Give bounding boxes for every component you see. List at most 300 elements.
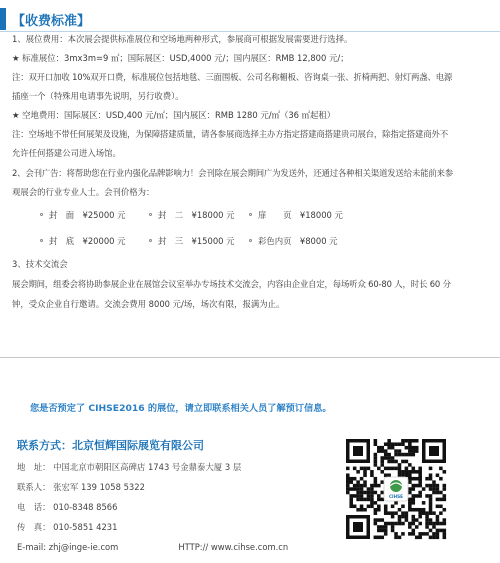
qr-module — [405, 467, 409, 471]
circle-bullet-icon — [40, 213, 43, 216]
qr-module — [415, 449, 419, 453]
qr-module — [367, 467, 371, 471]
qr-module — [384, 522, 388, 526]
qr-module — [384, 511, 388, 515]
qr-module — [429, 522, 433, 526]
qr-module — [394, 467, 398, 471]
qr-module — [391, 446, 395, 450]
qr-module — [374, 484, 378, 488]
qr-module — [408, 449, 412, 453]
qr-module — [360, 467, 364, 471]
qr-module — [422, 511, 426, 515]
qr-module — [349, 477, 353, 481]
qr-module — [346, 473, 350, 477]
qr-module — [374, 501, 378, 505]
qr-module — [432, 491, 436, 495]
qr-module — [374, 453, 378, 457]
qr-module — [374, 480, 378, 484]
qr-module — [412, 487, 416, 491]
qr-module — [429, 467, 433, 471]
qr-module — [374, 536, 378, 540]
qr-module — [380, 456, 384, 460]
qr-module — [443, 518, 447, 522]
qr-module — [391, 522, 395, 526]
qr-module — [408, 477, 412, 481]
website-link[interactable]: www.cihse.com.cn — [210, 542, 289, 552]
qr-module — [415, 470, 419, 474]
qr-module — [384, 508, 388, 512]
qr-module — [387, 460, 391, 464]
qr-module — [436, 522, 440, 526]
qr-module — [387, 446, 391, 450]
qr-module — [429, 473, 433, 477]
qr-module — [425, 494, 429, 498]
qr-module — [346, 480, 350, 484]
qr-module — [377, 505, 381, 509]
qr-module — [377, 536, 381, 540]
contact-address: 地 址： 中国北京市朝阳区高碑店 1743 号金鼎泰大厦 3 层 — [17, 462, 242, 472]
qr-module — [374, 463, 378, 467]
qr-module — [408, 446, 412, 450]
qr-module — [408, 501, 412, 505]
email-link[interactable]: zhj@inge-ie.com — [48, 542, 119, 552]
contact-person: 联系人： 张宏军 139 1058 5322 — [17, 482, 145, 492]
qr-module — [353, 467, 357, 471]
qr-module — [398, 467, 402, 471]
qr-module — [380, 480, 384, 484]
qr-module — [380, 460, 384, 464]
fee-paragraph: ★ 标准展位：3mx3m=9 ㎡；国际展区：USD,4000 元/；国内展区：RMB 12,800 元/； — [12, 53, 349, 63]
qr-module — [436, 498, 440, 502]
qr-module — [425, 518, 429, 522]
qr-module — [439, 505, 443, 509]
qr-module — [401, 460, 405, 464]
qr-module — [436, 515, 440, 519]
qr-module — [408, 442, 412, 446]
qr-module — [370, 494, 374, 498]
qr-module — [374, 456, 378, 460]
qr-module — [384, 442, 388, 446]
qr-module — [415, 446, 419, 450]
qr-module — [408, 480, 412, 484]
qr-module — [384, 473, 388, 477]
qr-module — [370, 484, 374, 488]
qr-module — [432, 480, 436, 484]
qr-module — [412, 484, 416, 488]
section-header — [0, 8, 500, 30]
qr-module — [384, 529, 388, 533]
qr-module — [349, 505, 353, 509]
qr-module — [429, 511, 433, 515]
qr-module — [418, 491, 422, 495]
contact-phone: 电 话： 010-8348 8566 — [17, 502, 118, 512]
qr-module — [405, 439, 409, 443]
qr-module — [429, 477, 433, 481]
qr-module — [387, 522, 391, 526]
price-item: 彩色内页 ¥8000 元 — [249, 235, 338, 247]
qr-module — [439, 491, 443, 495]
qr-module — [353, 494, 357, 498]
qr-module — [384, 453, 388, 457]
qr-module — [387, 442, 391, 446]
qr-module — [353, 487, 357, 491]
qr-module — [380, 446, 384, 450]
fee-paragraph: 1、展位费用：本次展会提供标准展位和空场地两种形式，参展商可根据发展需要进行选择。 — [12, 34, 353, 44]
qr-module — [412, 508, 416, 512]
qr-module — [380, 491, 384, 495]
qr-module — [412, 446, 416, 450]
svg-text:CIHSE: CIHSE — [388, 494, 404, 499]
qr-module — [443, 522, 447, 526]
qr-module — [425, 522, 429, 526]
qr-module — [436, 487, 440, 491]
qr-module — [356, 508, 360, 512]
qr-module — [377, 508, 381, 512]
qr-module — [398, 449, 402, 453]
qr-module — [443, 487, 447, 491]
qr-module — [360, 477, 364, 481]
qr-module — [429, 484, 433, 488]
qr-module — [432, 532, 436, 536]
qr-module — [418, 508, 422, 512]
qr-module — [353, 477, 357, 481]
qr-module — [412, 439, 416, 443]
qr-module — [398, 508, 402, 512]
qr-finder-pattern — [422, 439, 446, 463]
qr-module — [377, 529, 381, 533]
qr-module — [436, 536, 440, 540]
qr-module — [398, 518, 402, 522]
qr-module — [429, 529, 433, 533]
qr-module — [380, 536, 384, 540]
qr-module — [398, 473, 402, 477]
qr-module — [412, 477, 416, 481]
qr-module — [377, 494, 381, 498]
qr-module — [387, 456, 391, 460]
qr-module — [374, 522, 378, 526]
qr-center-logo — [384, 477, 408, 501]
qr-module — [356, 491, 360, 495]
qr-module — [398, 522, 402, 526]
qr-module — [391, 511, 395, 515]
qr-module — [384, 456, 388, 460]
price-item: 封 面 ¥25000 元 — [40, 209, 126, 221]
qr-module — [405, 515, 409, 519]
qr-module — [356, 498, 360, 502]
qr-module — [425, 484, 429, 488]
qr-module — [405, 446, 409, 450]
qr-module — [401, 511, 405, 515]
qr-module — [349, 487, 353, 491]
qr-code — [344, 437, 448, 541]
qr-module — [418, 473, 422, 477]
qr-module — [436, 491, 440, 495]
header-underline — [0, 31, 500, 32]
qr-module — [367, 498, 371, 502]
qr-module — [439, 477, 443, 481]
qr-module — [436, 518, 440, 522]
qr-module — [374, 442, 378, 446]
booking-prompt: 您是否预定了 CIHSE2016 的展位，请立即联系相关人员了解预订信息。 — [30, 403, 332, 414]
qr-module — [425, 511, 429, 515]
qr-module — [422, 487, 426, 491]
fee-paragraph: 注：双开口加收 10%双开口费，标准展位包括地毯、三面围板、公司名称楣板、咨询桌一张、折椅两把、射灯两盏、电源 — [12, 72, 453, 82]
qr-module — [380, 529, 384, 533]
qr-module — [418, 532, 422, 536]
fee-paragraph: ★ 空地费用：国际展区：USD,400 元/㎡；国内展区：RMB 1280 元/㎡（36 ㎡起租） — [12, 110, 336, 120]
qr-module — [429, 536, 433, 540]
qr-module — [408, 439, 412, 443]
qr-module — [360, 487, 364, 491]
qr-module — [436, 505, 440, 509]
qr-module — [429, 505, 433, 509]
qr-module — [412, 470, 416, 474]
qr-module — [394, 536, 398, 540]
qr-module — [408, 498, 412, 502]
contact-email: E-mail: zhj@inge-ie.com HTTP:// www.cihse.com.cn — [17, 542, 289, 552]
qr-module — [380, 525, 384, 529]
qr-module — [384, 449, 388, 453]
qr-module — [443, 494, 447, 498]
qr-finder-pattern — [346, 515, 370, 539]
qr-finder-pattern — [346, 439, 370, 463]
qr-module — [374, 460, 378, 464]
qr-module — [349, 498, 353, 502]
qr-module — [370, 505, 374, 509]
qr-module — [425, 525, 429, 529]
qr-module — [415, 484, 419, 488]
qr-module — [412, 494, 416, 498]
qr-module — [360, 505, 364, 509]
qr-module — [405, 470, 409, 474]
qr-module — [398, 536, 402, 540]
qr-module — [432, 536, 436, 540]
qr-module — [408, 487, 412, 491]
fee-paragraph: 2、会刊广告：将帮助您在行业内强化品牌影响力！会刊除在展会期间广为发送外，还通过各种相关渠道发送给未能前来参 — [12, 168, 454, 178]
qr-module — [377, 518, 381, 522]
fee-paragraph: 注：空场地不带任何展架及设施，为保障搭建质量，请各参展商选择主办方指定搭建商搭建贵司展台，除指定搭建商外不 — [12, 129, 448, 139]
price-item: 封 二 ¥18000 元 — [149, 209, 235, 221]
qr-module — [408, 525, 412, 529]
qr-module — [405, 453, 409, 457]
qr-module — [408, 473, 412, 477]
qr-module — [398, 470, 402, 474]
fee-paragraph: 3、技术交流会 — [12, 259, 68, 269]
qr-module — [418, 467, 422, 471]
qr-module — [391, 515, 395, 519]
contact-title: 联系方式：北京恒辉国际展览有限公司 — [17, 439, 204, 452]
qr-module — [377, 484, 381, 488]
qr-module — [398, 515, 402, 519]
qr-module — [408, 505, 412, 509]
qr-module — [436, 529, 440, 533]
qr-module — [408, 522, 412, 526]
qr-module — [363, 480, 367, 484]
qr-module — [353, 484, 357, 488]
qr-module — [370, 473, 374, 477]
qr-module — [377, 525, 381, 529]
qr-module — [360, 498, 364, 502]
qr-module — [405, 511, 409, 515]
fee-paragraph: 钟，受众企业自行邀请。交流会费用 8000 元/场，场次有限，报满为止。 — [12, 299, 285, 309]
qr-module — [412, 529, 416, 533]
qr-module — [360, 491, 364, 495]
section-title: 【收费标准】 — [12, 14, 91, 29]
qr-module — [401, 505, 405, 509]
contact-fax: 传 真： 010-5851 4231 — [17, 522, 118, 532]
qr-module — [408, 532, 412, 536]
qr-module — [429, 508, 433, 512]
qr-module — [356, 484, 360, 488]
qr-module — [405, 460, 409, 464]
qr-module — [394, 532, 398, 536]
qr-module — [391, 505, 395, 509]
qr-module — [367, 494, 371, 498]
qr-module — [387, 467, 391, 471]
qr-module — [415, 477, 419, 481]
qr-module — [360, 484, 364, 488]
qr-module — [401, 532, 405, 536]
circle-bullet-icon — [249, 213, 252, 216]
qr-module — [387, 439, 391, 443]
qr-module — [443, 536, 447, 540]
qr-module — [374, 511, 378, 515]
qr-module — [432, 522, 436, 526]
price-item: 封 底 ¥20000 元 — [40, 235, 126, 247]
qr-module — [349, 494, 353, 498]
qr-module — [367, 487, 371, 491]
qr-module — [401, 453, 405, 457]
qr-module — [412, 453, 416, 457]
qr-module — [439, 522, 443, 526]
qr-module — [418, 515, 422, 519]
qr-module — [401, 515, 405, 519]
qr-module — [439, 511, 443, 515]
qr-module — [346, 491, 350, 495]
qr-module — [353, 505, 357, 509]
qr-module — [349, 480, 353, 484]
qr-module — [363, 473, 367, 477]
qr-module — [370, 470, 374, 474]
qr-module — [398, 463, 402, 467]
qr-module — [401, 473, 405, 477]
qr-module — [380, 470, 384, 474]
section-divider — [0, 357, 500, 358]
qr-module — [429, 501, 433, 505]
qr-module — [394, 511, 398, 515]
qr-module — [377, 498, 381, 502]
qr-module — [356, 470, 360, 474]
qr-module — [412, 449, 416, 453]
qr-module — [346, 477, 350, 481]
qr-module — [356, 494, 360, 498]
qr-module — [412, 532, 416, 536]
qr-module — [346, 467, 350, 471]
qr-module — [432, 487, 436, 491]
qr-module — [363, 467, 367, 471]
qr-module — [412, 515, 416, 519]
qr-module — [439, 529, 443, 533]
qr-module — [443, 470, 447, 474]
qr-module — [377, 467, 381, 471]
qr-module — [391, 525, 395, 529]
qr-module — [418, 484, 422, 488]
qr-module — [401, 522, 405, 526]
qr-module — [391, 529, 395, 533]
qr-module — [394, 522, 398, 526]
qr-module — [415, 518, 419, 522]
qr-module — [408, 453, 412, 457]
qr-module — [346, 484, 350, 488]
qr-module — [394, 501, 398, 505]
qr-module — [394, 460, 398, 464]
qr-module — [384, 467, 388, 471]
qr-module — [443, 532, 447, 536]
qr-module — [391, 460, 395, 464]
qr-module — [363, 508, 367, 512]
qr-module — [436, 532, 440, 536]
qr-module — [360, 508, 364, 512]
qr-module — [398, 442, 402, 446]
qr-module — [425, 532, 429, 536]
qr-module — [408, 508, 412, 512]
qr-module — [377, 449, 381, 453]
header-accent-bar — [0, 8, 6, 30]
qr-module — [443, 508, 447, 512]
qr-module — [418, 494, 422, 498]
qr-module — [408, 463, 412, 467]
qr-module — [380, 498, 384, 502]
qr-module — [418, 477, 422, 481]
qr-module — [418, 536, 422, 540]
qr-module — [429, 487, 433, 491]
qr-module — [356, 480, 360, 484]
qr-module — [374, 477, 378, 481]
qr-module — [418, 480, 422, 484]
qr-module — [422, 532, 426, 536]
qr-module — [394, 453, 398, 457]
qr-module — [360, 494, 364, 498]
qr-module — [412, 501, 416, 505]
price-item: 扉 页 ¥18000 元 — [249, 209, 343, 221]
qr-module — [370, 491, 374, 495]
qr-module — [429, 498, 433, 502]
qr-module — [374, 439, 378, 443]
qr-module — [394, 442, 398, 446]
qr-module — [391, 442, 395, 446]
qr-module — [436, 484, 440, 488]
qr-module — [443, 498, 447, 502]
qr-module — [422, 508, 426, 512]
qr-module — [408, 491, 412, 495]
circle-bullet-icon — [249, 239, 252, 242]
qr-module — [418, 522, 422, 526]
fee-paragraph: 展会期间，组委会将协助参展企业在展馆会议室举办专场技术交流会，内容由企业自定，每场听众 60-80 人，时长 60 分 — [12, 279, 451, 289]
qr-module — [415, 439, 419, 443]
qr-module — [436, 473, 440, 477]
fee-paragraph: 插座一个（特殊用电请事先说明，另行收费）。 — [12, 91, 184, 101]
qr-module — [384, 532, 388, 536]
qr-module — [374, 518, 378, 522]
qr-module — [346, 487, 350, 491]
qr-module — [387, 473, 391, 477]
qr-module — [418, 511, 422, 515]
qr-module — [367, 491, 371, 495]
qr-module — [443, 484, 447, 488]
qr-module — [405, 473, 409, 477]
qr-module — [412, 498, 416, 502]
circle-bullet-icon — [40, 239, 43, 242]
